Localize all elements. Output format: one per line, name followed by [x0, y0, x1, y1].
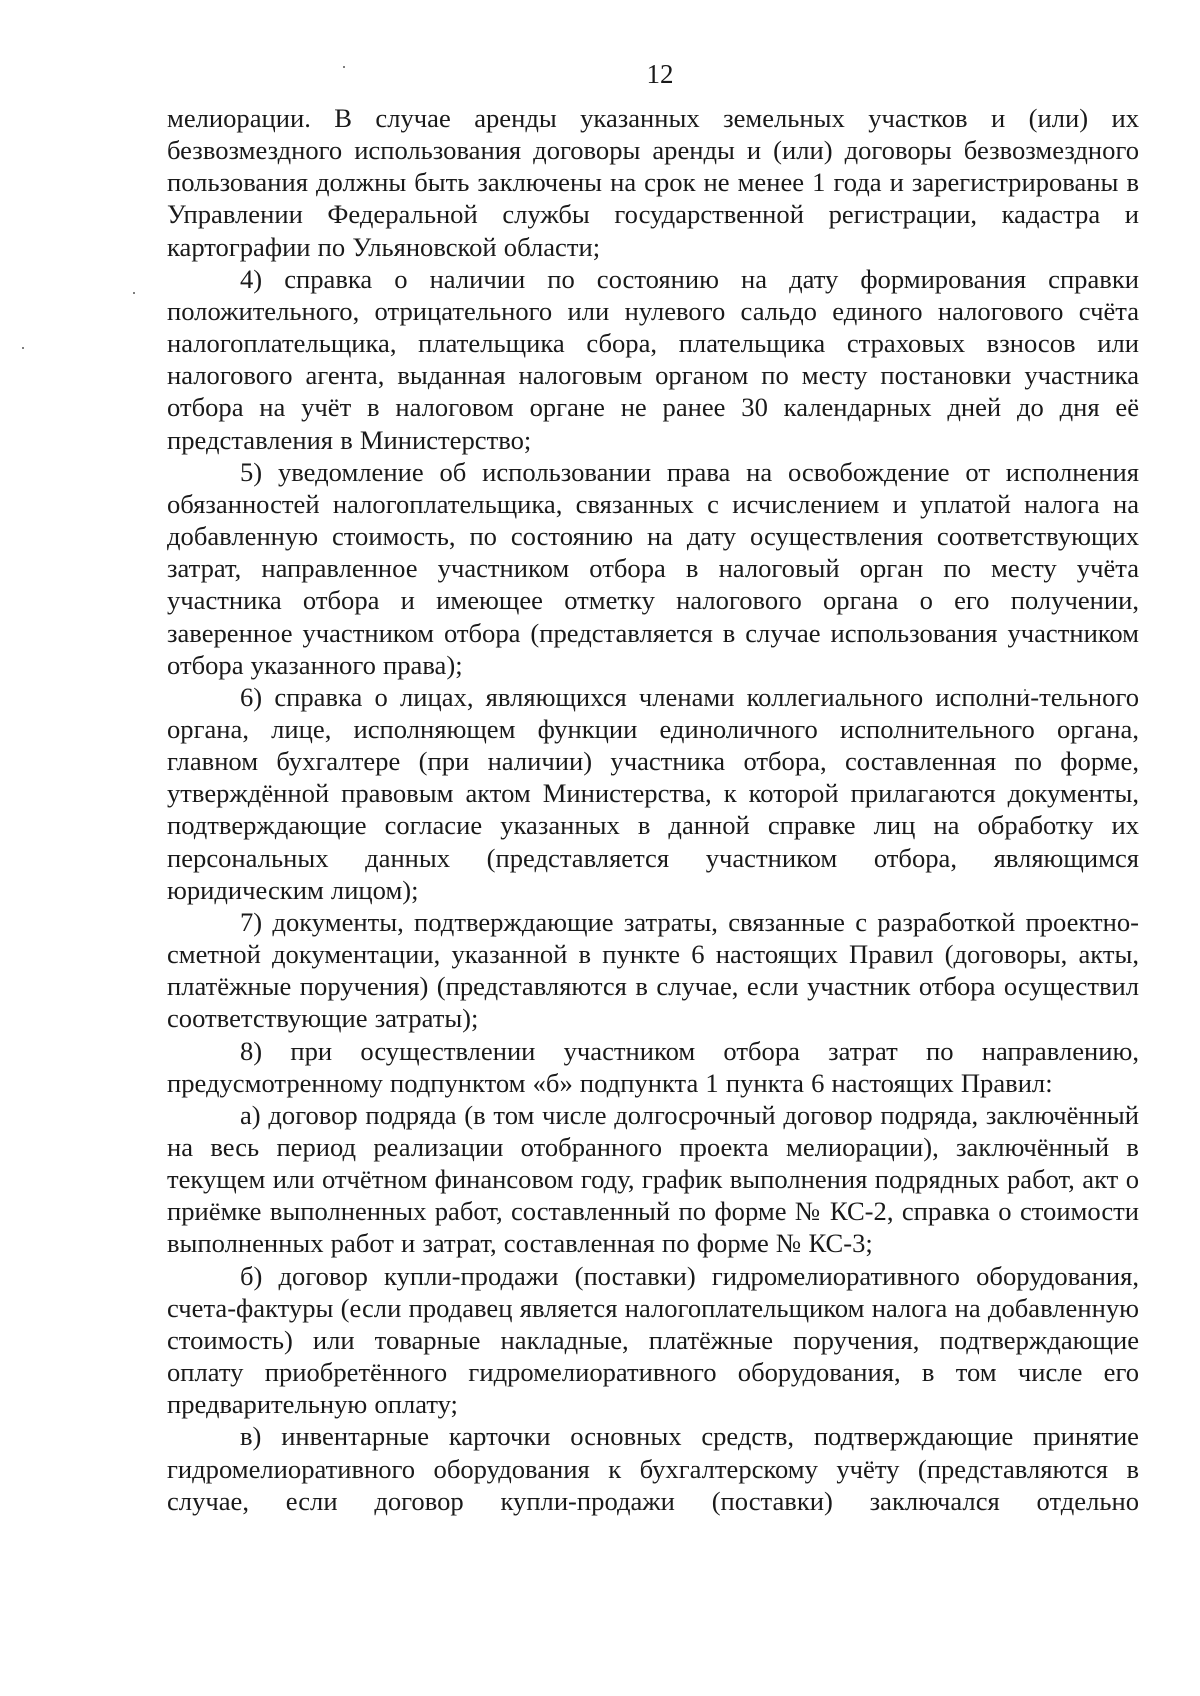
paragraph-item-6: 6) справка о лицах, являющихся членами коллегиального исполни-тельного органа, лице, исполняющем функции единоличного исполнительного органа, главном бухгалтере (при наличии) участника отбора, составленная по форме, утверждённой правовым актом Министерства, к которой прилагаются документы, подтверждающие согласие указанных в данной справке лиц на обработку их персональных данных (представляется участником отбора, являющимся юридическим лицом); [167, 681, 1139, 905]
paragraph-subitem-b: б) договор купли-продажи (поставки) гидромелиоративного оборудования, счета-фактуры (если продавец является налогоплательщиком налога на добавленную стоимость) или товарные накладные, платёжные поручения, подтверждающие оплату приобретённого гидромелиоративного оборудования, в том числе его предварительную оплату; [167, 1260, 1139, 1420]
scan-speck [133, 292, 135, 294]
document-body [167, 102, 1139, 1517]
scan-speck [343, 66, 345, 68]
paragraph-item-8: 8) при осуществлении участником отбора затрат по направлению, предусмотренному подпунктом «б» подпункта 1 пункта 6 настоящих Правил: [167, 1035, 1139, 1098]
paragraph-continuation: мелиорации. В случае аренды указанных земельных участков и (или) их безвозмездного использования договоры аренды и (или) договоры безвозмездного пользования должны быть заключены на срок не менее 1 года и зарегистрированы в Управлении Федеральной службы государственной регистрации, кадастра и картографии по Ульяновской области; [167, 103, 1139, 262]
scan-speck [22, 347, 24, 349]
page-number: 12 [646, 59, 674, 89]
paragraph-subitem-v: в) инвентарные карточки основных средств, подтверждающие принятие гидромелиоративного оборудования к бухгалтерскому учёту (представляются в случае, если договор купли-продажи (поставки) заключался отдельно [167, 1421, 1139, 1516]
paragraph-item-5: 5) уведомление об использовании права на освобождение от исполнения обязанностей налогоплательщика, связанных с исчислением и уплатой налога на добавленную стоимость, по состоянию на дату осуществления соответствующих затрат, направленное участником отбора в налоговый орган по месту учёта участника отбора и имеющее отметку налогового органа о его получении, заверенное участником отбора (представляется в случае использования участником отбора указанного права); [167, 456, 1139, 680]
paragraph-item-7: 7) документы, подтверждающие затраты, связанные с разработкой проектно-сметной документации, указанной в пункте 6 настоящих Правил (договоры, акты, платёжные поручения) (представляются в случае, если участник отбора осуществил соответствующие затраты); [167, 906, 1139, 1034]
paragraph-subitem-a: а) договор подряда (в том числе долгосрочный договор подряда, заключённый на весь период реализации отобранного проекта мелиорации), заключённый в текущем или отчётном финансовом году, график выполнения подрядных работ, акт о приёмке выполненных работ, составленный по форме № КС-2, справка о стоимости выполненных работ и затрат, составленная по форме № КС-3; [167, 1099, 1139, 1259]
paragraph-item-4: 4) справка о наличии по состоянию на дату формирования справки положительного, отрицательного или нулевого сальдо единого налогового счёта налогоплательщика, плательщика сбора, плательщика страховых взносов или налогового агента, выданная налоговым органом по месту постановки участника отбора на учёт в налоговом органе не ранее 30 календарных дней до дня её представления в Министерство; [167, 263, 1139, 455]
